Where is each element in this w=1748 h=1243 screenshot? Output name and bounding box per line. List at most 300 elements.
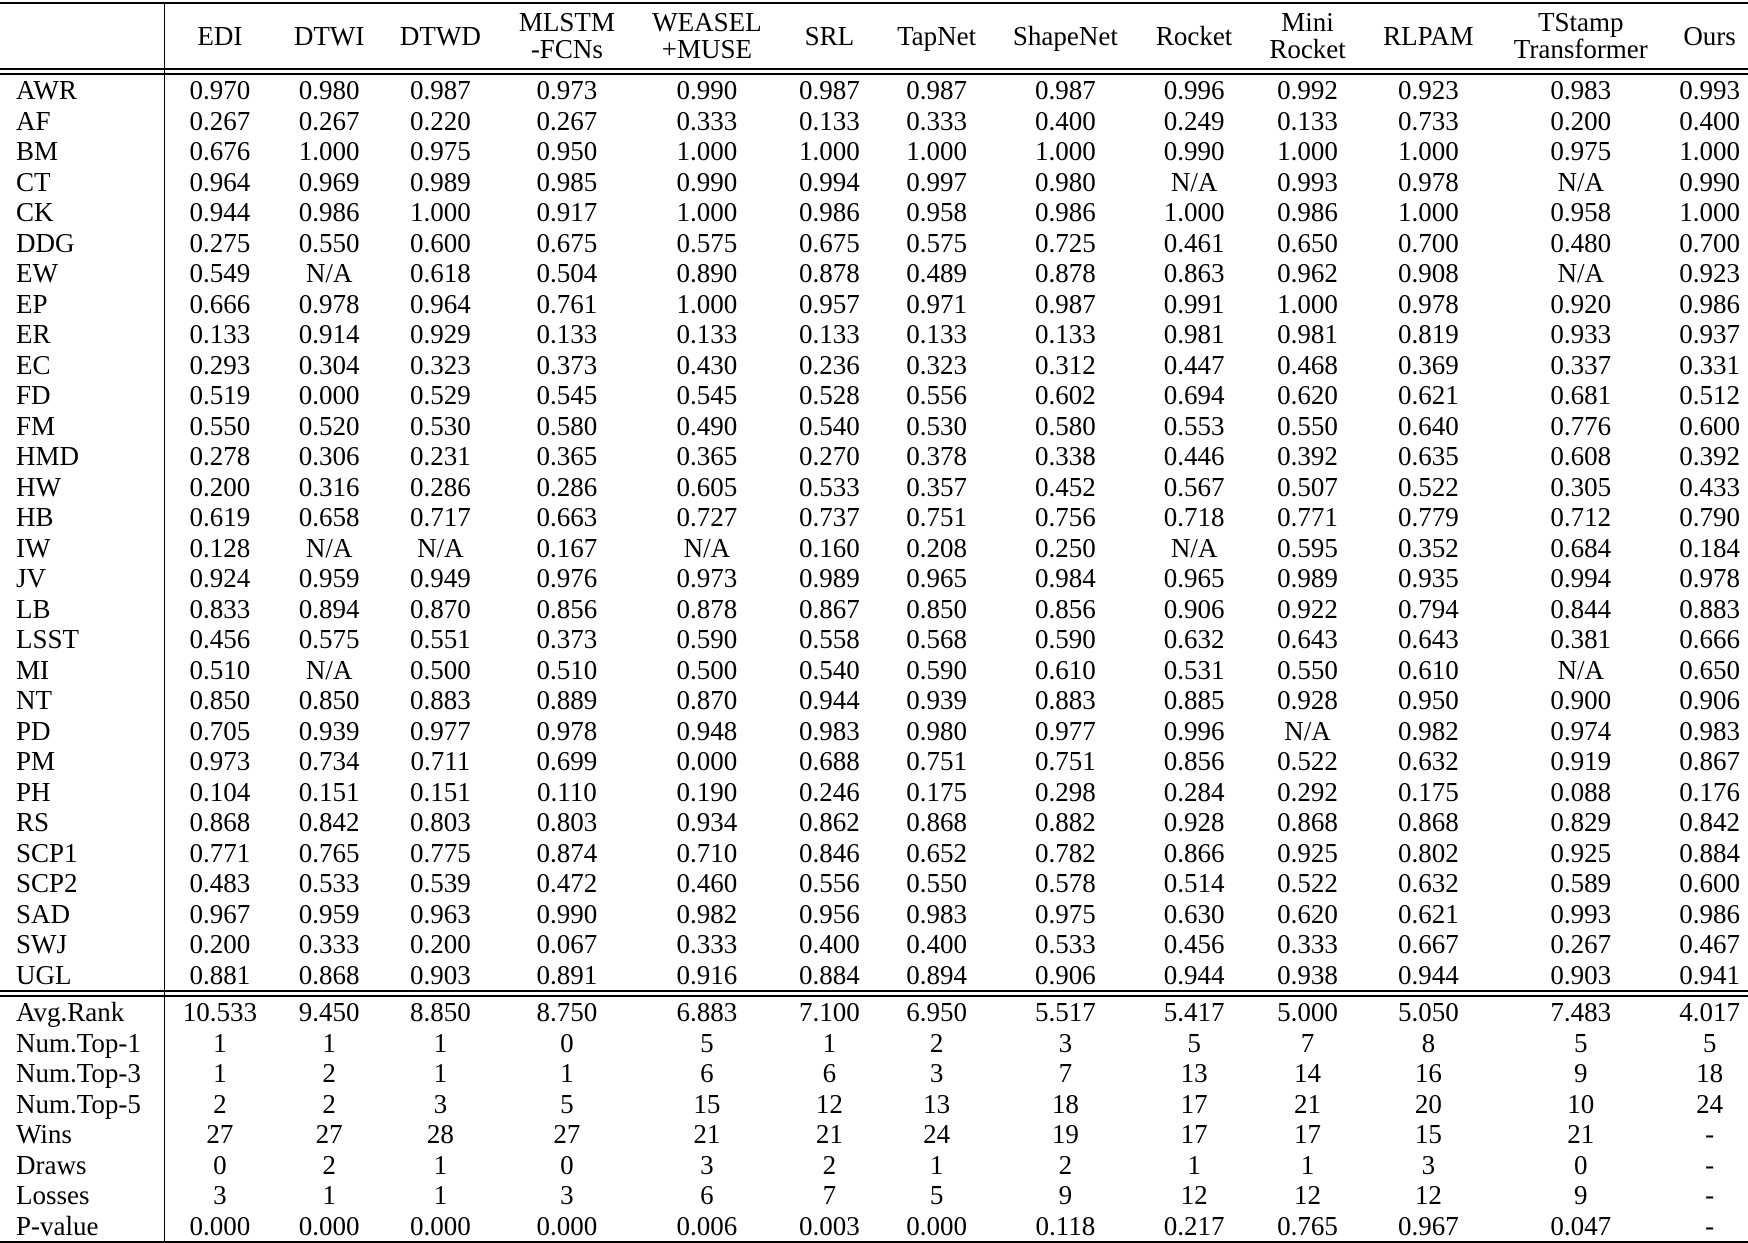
value-cell: 0.621: [1397, 380, 1459, 410]
value-cell: 6: [700, 1058, 714, 1088]
value-cell: 1: [433, 1058, 448, 1088]
value-cell: 0.790: [1679, 502, 1740, 532]
value-cell: 0.803: [536, 807, 598, 837]
value-cell: 0.133: [536, 319, 598, 349]
value-cell: 0.906: [1679, 685, 1740, 715]
value-cell: -: [1671, 1211, 1748, 1243]
value-cell: 0.971: [906, 288, 967, 319]
value-cell: 7: [822, 1180, 837, 1210]
value-cell: 0.987: [798, 75, 860, 105]
results-table: [0, 2, 1748, 1243]
value-cell: 0.950: [536, 136, 598, 166]
value-cell: 1.000: [676, 288, 738, 319]
value-cell: 0.133: [798, 105, 860, 136]
dataset-label: ER: [0, 319, 165, 350]
value-cell: 0.128: [189, 532, 251, 563]
corner-cell: [0, 3, 165, 69]
value-cell: 0.504: [536, 258, 598, 288]
value-cell: 0.602: [1034, 380, 1096, 410]
value-cell: 0.718: [1163, 502, 1225, 532]
value-cell: 0.986: [1034, 197, 1096, 227]
value-cell: 0.575: [298, 624, 360, 654]
value-cell: 2: [322, 1088, 336, 1119]
value-cell: 0.460: [676, 868, 738, 898]
dataset-row: [0, 655, 1748, 686]
value-cell: 0.967: [189, 898, 251, 929]
value-cell: 0.751: [906, 746, 967, 776]
dataset-label: FD: [0, 380, 165, 411]
value-cell: 17: [1180, 1088, 1208, 1119]
column-header-line: -FCNs: [530, 34, 603, 64]
value-cell: 4.017: [1679, 997, 1740, 1027]
value-cell: 0.771: [189, 837, 251, 868]
value-cell: 0.456: [1163, 929, 1225, 959]
value-cell: 0.989: [410, 166, 471, 197]
value-cell: 0.978: [1397, 166, 1459, 197]
value-cell: 1.000: [676, 197, 738, 227]
value-cell: 0.590: [1034, 624, 1096, 654]
value-cell: 0.530: [410, 410, 471, 441]
value-cell: 0.996: [1163, 715, 1225, 746]
value-cell: 0.993: [1550, 898, 1612, 929]
value-cell: 6: [700, 1180, 714, 1210]
value-cell: 0.973: [189, 746, 251, 776]
dataset-label: EP: [0, 289, 165, 320]
value-cell: 0.305: [1550, 471, 1612, 502]
column-header: [991, 3, 1139, 69]
column-header: [497, 3, 637, 69]
value-cell: 0.906: [1163, 593, 1225, 624]
value-cell: 0.987: [410, 75, 471, 105]
value-cell: 0.550: [1277, 654, 1338, 685]
value-cell: 0.978: [1679, 563, 1740, 593]
value-cell: 0.047: [1490, 1211, 1671, 1243]
value-cell: 0.400: [1679, 105, 1740, 136]
value-cell: 0.700: [1679, 227, 1740, 258]
summary-row: [0, 1058, 1748, 1089]
value-cell: 0.000: [384, 1211, 497, 1243]
value-cell: 0.944: [189, 197, 251, 227]
value-cell: 0.939: [906, 685, 967, 715]
value-cell: 0.553: [1163, 410, 1225, 441]
value-cell: 0.575: [676, 227, 738, 258]
value-cell: 0.688: [798, 746, 860, 776]
value-cell: 12: [1414, 1180, 1442, 1210]
value-cell: 0.958: [1550, 197, 1612, 227]
dataset-row: [0, 533, 1748, 564]
value-cell: 0.761: [536, 288, 598, 319]
value-cell: 0.556: [798, 868, 860, 898]
value-cell: 2: [322, 1058, 336, 1088]
value-cell: 0.833: [189, 593, 251, 624]
value-cell: 3: [433, 1088, 448, 1119]
dataset-row: [0, 777, 1748, 808]
value-cell: 0.632: [1163, 624, 1225, 654]
value-cell: 0.267: [536, 105, 598, 136]
value-cell: 0.133: [798, 319, 860, 349]
value-cell: 0.630: [1163, 898, 1225, 929]
column-header-line: WEASEL: [652, 7, 762, 37]
value-cell: 0.190: [676, 776, 738, 807]
value-cell: 0.958: [906, 197, 967, 227]
value-cell: 2: [929, 1027, 944, 1058]
value-cell: 0.878: [1034, 258, 1096, 288]
value-cell: 0.933: [1550, 319, 1612, 349]
value-cell: 0.868: [298, 959, 360, 990]
value-cell: 0.983: [906, 898, 967, 929]
value-cell: 0.925: [1550, 837, 1612, 868]
value-cell: 0.550: [1277, 410, 1338, 441]
value-cell: 1: [213, 1058, 227, 1088]
value-cell: 7: [1300, 1027, 1315, 1058]
column-header: [882, 3, 992, 69]
value-cell: 6.883: [676, 997, 738, 1027]
value-cell: 0.929: [410, 319, 471, 349]
value-cell: 0.650: [1679, 654, 1740, 685]
value-cell: N/A: [1557, 654, 1605, 685]
value-cell: 0.333: [676, 105, 738, 136]
value-cell: 12: [1294, 1180, 1322, 1210]
value-cell: -: [1705, 1180, 1715, 1210]
value-cell: 0.978: [298, 288, 360, 319]
value-cell: 0.514: [1163, 868, 1225, 898]
value-cell: 0.392: [1679, 441, 1740, 471]
value-cell: 0.621: [1397, 898, 1459, 929]
value-cell: 0.776: [1550, 410, 1612, 441]
summary-row: [0, 1028, 1748, 1059]
value-cell: 0.540: [798, 410, 860, 441]
value-cell: 27: [315, 1119, 343, 1149]
value-cell: 0.331: [1679, 349, 1740, 380]
value-cell: 0.567: [1163, 471, 1225, 502]
value-cell: 1.000: [1034, 136, 1096, 166]
value-cell: 0.510: [536, 654, 598, 685]
value-cell: 0.267: [298, 105, 360, 136]
value-cell: 0.712: [1550, 502, 1612, 532]
value-cell: 0.549: [189, 258, 251, 288]
value-cell: 0.771: [1277, 502, 1338, 532]
value-cell: 0.610: [1397, 654, 1459, 685]
value-cell: 0.842: [298, 807, 360, 837]
value-cell: 0.270: [798, 441, 860, 471]
value-cell: 0.472: [536, 868, 598, 898]
value-cell: 9: [1574, 1180, 1588, 1210]
value-cell: 0.878: [798, 258, 860, 288]
summary-label: Avg.Rank: [0, 996, 165, 1028]
value-cell: 0.512: [1679, 380, 1740, 410]
value-cell: 0.590: [906, 654, 967, 685]
value-cell: 5.000: [1277, 997, 1338, 1027]
value-cell: 0.990: [676, 75, 738, 105]
value-cell: 0.663: [536, 502, 598, 532]
dataset-row: [0, 350, 1748, 381]
value-cell: 12: [815, 1088, 843, 1119]
value-cell: 0.878: [676, 593, 738, 624]
summary-row: [0, 1180, 1748, 1211]
value-cell: 0.975: [1034, 898, 1096, 929]
dataset-label: MI: [0, 655, 165, 686]
column-header: [165, 3, 275, 69]
value-cell: 0.529: [410, 380, 471, 410]
value-cell: 1: [213, 1027, 227, 1058]
value-cell: 0.894: [906, 959, 967, 990]
dataset-row: [0, 319, 1748, 350]
value-cell: 0.881: [189, 959, 251, 990]
value-cell: 0.231: [410, 441, 471, 471]
value-cell: 0.969: [298, 166, 360, 197]
value-cell: 0.975: [1550, 136, 1612, 166]
value-cell: 17: [1180, 1119, 1208, 1149]
value-cell: 1.000: [676, 136, 738, 166]
value-cell: 0.208: [906, 532, 967, 563]
value-cell: 1.000: [1397, 136, 1459, 166]
value-cell: 0.882: [1034, 807, 1096, 837]
summary-label: Losses: [0, 1180, 165, 1211]
value-cell: 13: [1180, 1058, 1208, 1088]
value-cell: 0.533: [798, 471, 860, 502]
value-cell: 0.446: [1163, 441, 1225, 471]
dataset-row: [0, 502, 1748, 533]
value-cell: 0.104: [189, 776, 251, 807]
value-cell: 0.906: [1034, 959, 1096, 990]
value-cell: 9: [1058, 1180, 1073, 1210]
value-cell: 8.750: [536, 997, 598, 1027]
value-cell: 0.133: [189, 319, 251, 349]
value-cell: 0.977: [410, 715, 471, 746]
value-cell: 0.978: [536, 715, 598, 746]
value-cell: 5: [1702, 1027, 1717, 1058]
value-cell: 0.978: [1397, 288, 1459, 319]
value-cell: 10.533: [182, 997, 257, 1027]
dataset-row: [0, 441, 1748, 472]
value-cell: 0.751: [1034, 746, 1096, 776]
dataset-row: [0, 136, 1748, 167]
value-cell: 0.941: [1679, 959, 1740, 990]
value-cell: 0.200: [189, 929, 251, 959]
value-cell: 0.352: [1397, 532, 1459, 563]
value-cell: 0.710: [676, 837, 738, 868]
value-cell: 0.990: [676, 166, 738, 197]
value-cell: 0.558: [798, 624, 860, 654]
value-cell: 0.249: [1163, 105, 1225, 136]
value-cell: 0.650: [1277, 227, 1338, 258]
value-cell: 5: [560, 1088, 574, 1119]
value-cell: 0.928: [1163, 807, 1225, 837]
dataset-row: [0, 167, 1748, 198]
value-cell: 0.600: [410, 227, 471, 258]
value-cell: 0.652: [906, 837, 967, 868]
value-cell: N/A: [1170, 166, 1218, 197]
value-cell: 0.556: [906, 380, 967, 410]
value-cell: 0.863: [1163, 258, 1225, 288]
value-cell: 0.957: [798, 288, 860, 319]
value-cell: 0.916: [676, 959, 738, 990]
summary-label: Wins: [0, 1119, 165, 1150]
value-cell: 14: [1294, 1058, 1322, 1088]
dataset-row: [0, 685, 1748, 716]
value-cell: 0.959: [298, 563, 360, 593]
value-cell: 0.756: [1034, 502, 1096, 532]
value-cell: 18: [1051, 1088, 1079, 1119]
value-cell: 5: [929, 1180, 944, 1210]
value-cell: 1: [433, 1180, 448, 1210]
value-cell: 0.965: [1163, 563, 1225, 593]
value-cell: 0.510: [189, 654, 251, 685]
dataset-label: SCP1: [0, 838, 165, 869]
value-cell: 18: [1696, 1058, 1724, 1088]
dataset-label: LB: [0, 594, 165, 625]
value-cell: 0.545: [676, 380, 738, 410]
value-cell: N/A: [683, 532, 731, 563]
value-cell: 0: [560, 1027, 574, 1058]
value-cell: 0.984: [1034, 563, 1096, 593]
value-cell: 0.575: [906, 227, 967, 258]
value-cell: 3: [700, 1149, 714, 1180]
value-cell: 0.540: [798, 654, 860, 685]
dataset-label: JV: [0, 563, 165, 594]
value-cell: 0.765: [1249, 1211, 1366, 1243]
value-cell: 0.944: [1163, 959, 1225, 990]
value-cell: 15: [693, 1088, 721, 1119]
value-cell: 0.982: [676, 898, 738, 929]
value-cell: 0.550: [906, 868, 967, 898]
value-cell: 0.632: [1397, 746, 1459, 776]
value-cell: 0.842: [1679, 807, 1740, 837]
value-cell: 0.914: [298, 319, 360, 349]
value-cell: 0.775: [410, 837, 471, 868]
value-cell: 0.312: [1034, 349, 1096, 380]
value-cell: 0.167: [536, 532, 598, 563]
dataset-label: RS: [0, 807, 165, 838]
value-cell: 0.986: [1679, 288, 1740, 319]
value-cell: 0.217: [1139, 1211, 1249, 1243]
value-cell: 24: [1696, 1088, 1724, 1119]
value-cell: 0.184: [1679, 532, 1740, 563]
dataset-row: [0, 289, 1748, 320]
value-cell: 0.994: [1550, 563, 1612, 593]
value-cell: 0.500: [410, 654, 471, 685]
value-cell: 0.856: [1034, 593, 1096, 624]
dataset-label: SAD: [0, 899, 165, 930]
value-cell: 5: [700, 1027, 714, 1058]
dataset-label: AWR: [0, 74, 165, 106]
value-cell: 0.949: [410, 563, 471, 593]
value-cell: 0.369: [1397, 349, 1459, 380]
column-header: [777, 3, 882, 69]
value-cell: 0.944: [798, 685, 860, 715]
value-cell: 0.200: [410, 929, 471, 959]
dataset-row: [0, 807, 1748, 838]
value-cell: 0.378: [906, 441, 967, 471]
value-cell: 0.400: [1034, 105, 1096, 136]
dataset-label: BM: [0, 136, 165, 167]
dataset-row: [0, 624, 1748, 655]
value-cell: 0.522: [1277, 746, 1338, 776]
value-cell: 0.520: [298, 410, 360, 441]
value-cell: 0.980: [906, 715, 967, 746]
value-cell: 0.985: [536, 166, 598, 197]
value-cell: 0.976: [536, 563, 598, 593]
value-cell: 0.267: [189, 105, 251, 136]
value-cell: 0.986: [1679, 898, 1740, 929]
value-cell: 21: [1567, 1119, 1595, 1149]
dataset-row: [0, 899, 1748, 930]
value-cell: 0.580: [1034, 410, 1096, 441]
value-cell: 0.490: [676, 410, 738, 441]
value-cell: 0.964: [410, 288, 471, 319]
value-cell: 0.981: [1277, 319, 1338, 349]
value-cell: 7.100: [798, 997, 860, 1027]
dataset-row: [0, 106, 1748, 137]
dataset-row: [0, 746, 1748, 777]
value-cell: 0.658: [298, 502, 360, 532]
value-cell: 0.935: [1397, 563, 1459, 593]
value-cell: 0.480: [1550, 227, 1612, 258]
value-cell: 0.160: [798, 532, 860, 563]
dataset-label: HW: [0, 472, 165, 503]
value-cell: 0.580: [536, 410, 598, 441]
value-cell: 0.667: [1397, 929, 1459, 959]
value-cell: 0.751: [906, 502, 967, 532]
value-cell: 0.684: [1550, 532, 1612, 563]
value-cell: 0.338: [1034, 441, 1096, 471]
value-cell: 0.890: [676, 258, 738, 288]
value-cell: 12: [1180, 1180, 1208, 1210]
value-cell: 1: [433, 1149, 448, 1180]
column-header-line: Ours: [1683, 20, 1736, 51]
value-cell: 1.000: [798, 136, 860, 166]
column-header-line: Mini: [1281, 7, 1334, 37]
value-cell: 0.727: [676, 502, 738, 532]
dataset-row: [0, 380, 1748, 411]
value-cell: 0.919: [1550, 746, 1612, 776]
value-cell: 0.365: [536, 441, 598, 471]
value-cell: 1: [322, 1027, 336, 1058]
summary-label: P-value: [0, 1211, 165, 1243]
value-cell: 1.000: [410, 197, 471, 227]
value-cell: 0.725: [1034, 227, 1096, 258]
value-cell: 1: [322, 1180, 336, 1210]
value-cell: 0: [560, 1149, 574, 1180]
value-cell: 0.779: [1397, 502, 1459, 532]
value-cell: 8: [1421, 1027, 1436, 1058]
value-cell: 0.699: [536, 746, 598, 776]
value-cell: 0.987: [1034, 288, 1096, 319]
value-cell: 0.447: [1163, 349, 1225, 380]
value-cell: 0.632: [1397, 868, 1459, 898]
value-cell: 0.323: [410, 349, 471, 380]
value-cell: 0.991: [1163, 288, 1225, 319]
value-cell: 0.794: [1397, 593, 1459, 624]
column-header-line: DTWD: [399, 20, 481, 51]
dataset-row: [0, 197, 1748, 228]
value-cell: 0.286: [410, 471, 471, 502]
value-cell: 0.530: [906, 410, 967, 441]
value-cell: 0.944: [1397, 959, 1459, 990]
value-cell: 0.151: [410, 776, 471, 807]
value-cell: 0.850: [298, 685, 360, 715]
value-cell: 0.996: [1163, 75, 1225, 105]
value-cell: 0.000: [165, 1211, 275, 1243]
summary-row: [0, 1150, 1748, 1181]
dataset-row: [0, 929, 1748, 960]
value-cell: 0.975: [410, 136, 471, 166]
dataset-label: UGL: [0, 960, 165, 992]
value-cell: 0.987: [906, 75, 967, 105]
value-cell: 0.803: [410, 807, 471, 837]
value-cell: 0.545: [536, 380, 598, 410]
column-header-line: Rocket: [1269, 34, 1346, 64]
